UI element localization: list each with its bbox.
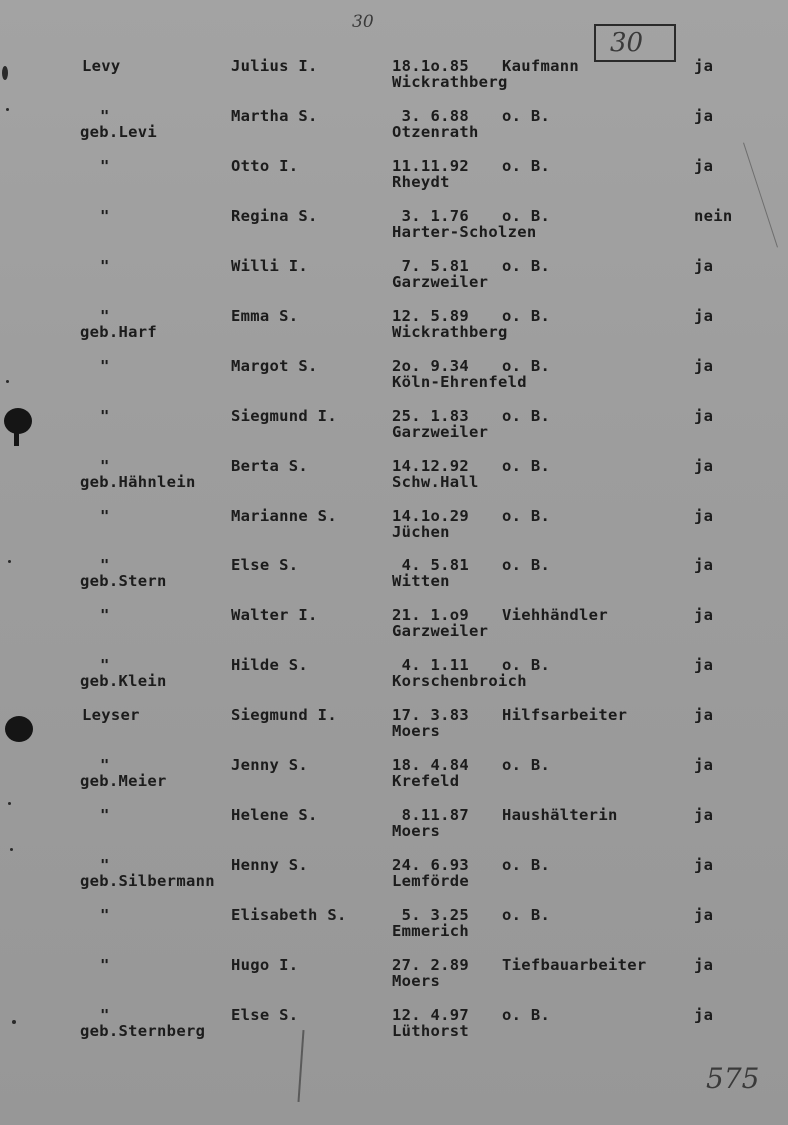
birth-place-cell: Garzweiler: [392, 423, 489, 441]
occupation-cell: o. B.: [502, 856, 551, 874]
birth-date-cell: 14.1o.29: [392, 507, 470, 525]
given-name-cell: Walter I.: [231, 606, 318, 624]
birth-name-cell: geb.Hähnlein: [80, 473, 196, 491]
given-name-cell: Jenny S.: [231, 756, 309, 774]
birth-place-cell: Garzweiler: [392, 622, 489, 640]
register-row: [0, 208, 788, 248]
birth-place-cell: Rheydt: [392, 173, 450, 191]
birth-place-cell: Schw.Hall: [392, 473, 479, 491]
register-row: [0, 258, 788, 298]
ditto-mark: ": [100, 357, 110, 375]
ink-fleck: [2, 66, 8, 80]
birth-date-cell: 7. 5.81: [392, 257, 470, 275]
given-name-cell: Siegmund I.: [231, 407, 337, 425]
answer-cell: ja: [694, 407, 714, 425]
given-name-cell: Else S.: [231, 1006, 299, 1024]
occupation-cell: o. B.: [502, 107, 551, 125]
register-row: [0, 707, 788, 747]
birth-date-cell: 27. 2.89: [392, 956, 470, 974]
register-row: [0, 607, 788, 647]
birth-place-cell: Moers: [392, 722, 441, 740]
boxed-page-number: 30: [610, 28, 644, 58]
answer-cell: ja: [694, 507, 714, 525]
register-row: [0, 508, 788, 548]
register-row: [0, 58, 788, 98]
ditto-mark: ": [100, 1006, 110, 1024]
register-row: [0, 1007, 788, 1047]
register-row: [0, 308, 788, 348]
answer-cell: ja: [694, 656, 714, 674]
birth-date-cell: 18.1o.85: [392, 57, 470, 75]
ditto-mark: ": [100, 207, 110, 225]
birth-place-cell: Krefeld: [392, 772, 460, 790]
occupation-cell: o. B.: [502, 556, 551, 574]
given-name-cell: Julius I.: [231, 57, 318, 75]
occupation-cell: o. B.: [502, 457, 551, 475]
birth-name-cell: geb.Levi: [80, 123, 158, 141]
birth-place-cell: Köln-Ehrenfeld: [392, 373, 527, 391]
ditto-mark: ": [100, 107, 110, 125]
register-row: [0, 358, 788, 398]
birth-name-cell: geb.Stern: [80, 572, 167, 590]
occupation-cell: o. B.: [502, 357, 551, 375]
occupation-cell: Haushälterin: [502, 806, 618, 824]
occupation-cell: o. B.: [502, 207, 551, 225]
ink-fleck: [6, 108, 9, 111]
birth-place-cell: Wickrathberg: [392, 73, 508, 91]
ditto-mark: ": [100, 606, 110, 624]
given-name-cell: Helene S.: [231, 806, 318, 824]
given-name-cell: Margot S.: [231, 357, 318, 375]
ditto-mark: ": [100, 457, 110, 475]
register-row: [0, 907, 788, 947]
birth-place-cell: Jüchen: [392, 523, 450, 541]
ditto-mark: ": [100, 257, 110, 275]
birth-date-cell: 4. 1.11: [392, 656, 470, 674]
register-row: [0, 757, 788, 797]
ink-fleck: [12, 1020, 16, 1024]
given-name-cell: Otto I.: [231, 157, 299, 175]
birth-place-cell: Lüthorst: [392, 1022, 470, 1040]
birth-place-cell: Korschenbroich: [392, 672, 527, 690]
given-name-cell: Marianne S.: [231, 507, 337, 525]
surname-cell: Leyser: [82, 706, 140, 724]
ditto-mark: ": [100, 756, 110, 774]
birth-date-cell: 5. 3.25: [392, 906, 470, 924]
register-row: [0, 458, 788, 498]
occupation-cell: o. B.: [502, 407, 551, 425]
answer-cell: ja: [694, 357, 714, 375]
given-name-cell: Siegmund I.: [231, 706, 337, 724]
birth-date-cell: 25. 1.83: [392, 407, 470, 425]
occupation-cell: Kaufmann: [502, 57, 580, 75]
birth-date-cell: 21. 1.o9: [392, 606, 470, 624]
register-row: [0, 158, 788, 198]
occupation-cell: Hilfsarbeiter: [502, 706, 628, 724]
ditto-mark: ": [100, 806, 110, 824]
birth-name-cell: geb.Sternberg: [80, 1022, 206, 1040]
birth-date-cell: 3. 1.76: [392, 207, 470, 225]
birth-place-cell: Otzenrath: [392, 123, 479, 141]
given-name-cell: Willi I.: [231, 257, 309, 275]
birth-date-cell: 12. 4.97: [392, 1006, 470, 1024]
ditto-mark: ": [100, 956, 110, 974]
birth-place-cell: Moers: [392, 972, 441, 990]
answer-cell: ja: [694, 606, 714, 624]
occupation-cell: o. B.: [502, 307, 551, 325]
answer-cell: ja: [694, 257, 714, 275]
birth-place-cell: Witten: [392, 572, 450, 590]
answer-cell: nein: [694, 207, 733, 225]
answer-cell: ja: [694, 556, 714, 574]
birth-place-cell: Emmerich: [392, 922, 470, 940]
register-row: [0, 557, 788, 597]
ditto-mark: ": [100, 407, 110, 425]
ditto-mark: ": [100, 157, 110, 175]
birth-place-cell: Wickrathberg: [392, 323, 508, 341]
given-name-cell: Berta S.: [231, 457, 309, 475]
birth-place-cell: Garzweiler: [392, 273, 489, 291]
birth-place-cell: Lemförde: [392, 872, 470, 890]
birth-date-cell: 8.11.87: [392, 806, 470, 824]
given-name-cell: Henny S.: [231, 856, 309, 874]
given-name-cell: Emma S.: [231, 307, 299, 325]
answer-cell: ja: [694, 57, 714, 75]
answer-cell: ja: [694, 457, 714, 475]
occupation-cell: o. B.: [502, 1006, 551, 1024]
archive-folio-number: 575: [706, 1062, 760, 1095]
register-row: [0, 657, 788, 697]
ditto-mark: ": [100, 556, 110, 574]
answer-cell: ja: [694, 107, 714, 125]
answer-cell: ja: [694, 157, 714, 175]
birth-date-cell: 12. 5.89: [392, 307, 470, 325]
occupation-cell: o. B.: [502, 756, 551, 774]
occupation-cell: o. B.: [502, 656, 551, 674]
given-name-cell: Elisabeth S.: [231, 906, 347, 924]
ink-fleck: [8, 802, 11, 805]
ditto-mark: ": [100, 307, 110, 325]
given-name-cell: Regina S.: [231, 207, 318, 225]
ditto-mark: ": [100, 856, 110, 874]
ink-fleck: [8, 560, 11, 563]
ditto-mark: ": [100, 656, 110, 674]
answer-cell: ja: [694, 307, 714, 325]
register-row: [0, 108, 788, 148]
answer-cell: ja: [694, 706, 714, 724]
birth-date-cell: 18. 4.84: [392, 756, 470, 774]
answer-cell: ja: [694, 756, 714, 774]
occupation-cell: Tiefbauarbeiter: [502, 956, 647, 974]
ditto-mark: ": [100, 906, 110, 924]
answer-cell: ja: [694, 856, 714, 874]
punch-hole-bottom: [5, 716, 33, 742]
birth-date-cell: 14.12.92: [392, 457, 470, 475]
ink-fleck: [10, 848, 13, 851]
birth-place-cell: Harter-Scholzen: [392, 223, 537, 241]
birth-date-cell: 17. 3.83: [392, 706, 470, 724]
ink-fleck: [6, 380, 9, 383]
register-row: [0, 807, 788, 847]
answer-cell: ja: [694, 956, 714, 974]
register-row: [0, 957, 788, 997]
birth-date-cell: 3. 6.88: [392, 107, 470, 125]
occupation-cell: o. B.: [502, 507, 551, 525]
birth-date-cell: 11.11.92: [392, 157, 470, 175]
birth-place-cell: Moers: [392, 822, 441, 840]
handwritten-page-number: 30: [352, 12, 374, 32]
birth-name-cell: geb.Klein: [80, 672, 167, 690]
ditto-mark: ": [100, 507, 110, 525]
page-number-box: [594, 24, 676, 62]
occupation-cell: o. B.: [502, 906, 551, 924]
given-name-cell: Hilde S.: [231, 656, 309, 674]
birth-date-cell: 4. 5.81: [392, 556, 470, 574]
punch-hole-stem: [14, 430, 19, 446]
answer-cell: ja: [694, 906, 714, 924]
birth-name-cell: geb.Meier: [80, 772, 167, 790]
occupation-cell: Viehhändler: [502, 606, 608, 624]
given-name-cell: Martha S.: [231, 107, 318, 125]
given-name-cell: Hugo I.: [231, 956, 299, 974]
birth-date-cell: 24. 6.93: [392, 856, 470, 874]
surname-cell: Levy: [82, 57, 121, 75]
given-name-cell: Else S.: [231, 556, 299, 574]
register-row: [0, 408, 788, 448]
answer-cell: ja: [694, 1006, 714, 1024]
occupation-cell: o. B.: [502, 257, 551, 275]
register-row: [0, 857, 788, 897]
birth-name-cell: geb.Silbermann: [80, 872, 215, 890]
birth-name-cell: geb.Harf: [80, 323, 158, 341]
answer-cell: ja: [694, 806, 714, 824]
birth-date-cell: 2o. 9.34: [392, 357, 470, 375]
occupation-cell: o. B.: [502, 157, 551, 175]
